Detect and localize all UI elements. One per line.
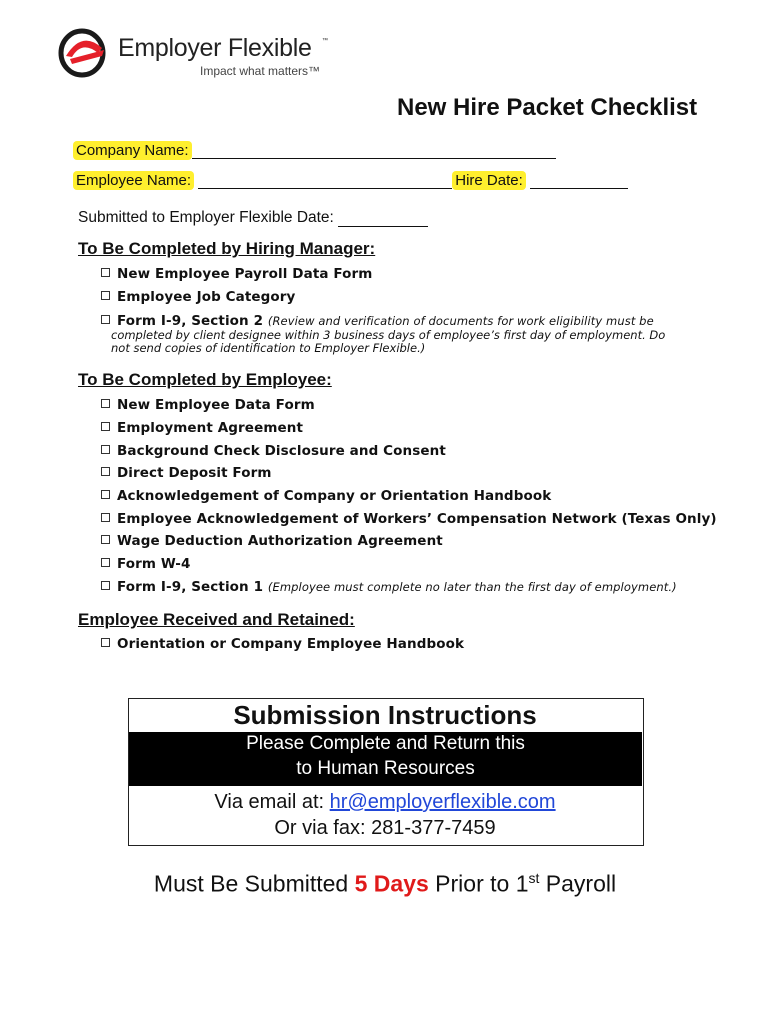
hire-date-line[interactable] xyxy=(530,173,628,189)
checkbox-icon[interactable] xyxy=(101,315,110,324)
item-label: Form W-4 xyxy=(117,556,191,572)
i9-section1-note: (Employee must complete no later than the first day of employment.) xyxy=(267,580,677,594)
submitted-date-field[interactable] xyxy=(78,209,428,227)
i9-section2-note-line2: completed by client designee within 3 business days of employee’s first day of employment. Do xyxy=(111,328,666,342)
item-label: Acknowledgement of Company or Orientation Handbook xyxy=(117,488,552,504)
checkbox-icon[interactable] xyxy=(101,399,110,408)
email-label: Via email at: xyxy=(214,791,325,813)
checkbox-icon[interactable] xyxy=(101,638,110,647)
item-label: Orientation or Company Employee Handbook xyxy=(117,636,465,652)
checkbox-icon[interactable] xyxy=(101,467,110,476)
hiring-manager-heading: To Be Completed by Hiring Manager: xyxy=(78,239,376,258)
list-item[interactable] xyxy=(101,636,464,652)
deadline-days: 5 Days xyxy=(354,870,429,897)
submission-band xyxy=(129,732,642,786)
list-item[interactable] xyxy=(101,289,295,305)
email-link[interactable]: hr@employerflexible.com xyxy=(329,791,556,813)
deadline-sup: st xyxy=(528,870,540,886)
list-item[interactable] xyxy=(101,579,677,595)
submitted-date-line[interactable] xyxy=(338,211,428,227)
submission-band-line1: Please Complete and Return this xyxy=(246,733,525,754)
i9-section2-note-line3: not send copies of identification to Employer Flexible.) xyxy=(111,341,426,355)
list-item[interactable] xyxy=(101,465,272,481)
submission-title: Submission Instructions xyxy=(233,700,537,730)
item-label: Wage Deduction Authorization Agreement xyxy=(117,533,443,549)
list-item[interactable] xyxy=(101,266,372,282)
list-item[interactable] xyxy=(101,556,190,572)
checkbox-icon[interactable] xyxy=(101,558,110,567)
employee-heading: To Be Completed by Employee: xyxy=(78,370,332,389)
i9-section2-note: (Review and verification of documents for work eligibility must be xyxy=(267,314,654,328)
checkbox-icon[interactable] xyxy=(101,490,110,499)
checkbox-icon[interactable] xyxy=(101,581,110,590)
item-label: Direct Deposit Form xyxy=(117,465,272,481)
deadline-middle: Prior to 1 xyxy=(428,870,529,897)
item-label: Employee Job Category xyxy=(117,289,296,305)
retained-heading: Employee Received and Retained: xyxy=(78,610,355,629)
list-item[interactable] xyxy=(101,488,551,504)
logo-trademark: ™ xyxy=(322,38,328,44)
list-item[interactable] xyxy=(101,533,443,549)
checkbox-icon[interactable] xyxy=(101,513,110,522)
deadline-prefix: Must Be Submitted xyxy=(153,870,355,897)
item-label: Employment Agreement xyxy=(117,420,304,436)
item-label: Form I-9, Section 2 xyxy=(117,313,264,329)
submission-band-line2: to Human Resources xyxy=(296,758,475,779)
checkbox-icon[interactable] xyxy=(101,535,110,544)
logo-text: Employer Flexible xyxy=(118,34,312,62)
employee-name-line[interactable] xyxy=(198,173,452,189)
checkbox-icon[interactable] xyxy=(101,445,110,454)
submitted-date-label: Submitted to Employer Flexible Date: xyxy=(78,209,334,226)
item-label: Employee Acknowledgement of Workers’ Compensation Network (Texas Only) xyxy=(117,511,717,527)
deadline-suffix: Payroll xyxy=(539,870,617,897)
company-name-field[interactable] xyxy=(73,142,556,159)
list-item[interactable] xyxy=(101,397,315,413)
company-name-line[interactable] xyxy=(192,143,556,159)
page-title: New Hire Packet Checklist xyxy=(397,94,698,121)
deadline-notice xyxy=(0,870,770,898)
logo-tagline: Impact what matters™ xyxy=(200,64,321,78)
hire-date-label: Hire Date: xyxy=(452,171,526,190)
list-item[interactable] xyxy=(101,443,446,459)
submission-email-row xyxy=(128,791,642,814)
item-label: Form I-9, Section 1 xyxy=(117,579,264,595)
submission-fax-row: Or via fax: 281-377-7459 xyxy=(274,817,496,839)
employee-name-label: Employee Name: xyxy=(73,171,194,190)
item-label: New Employee Data Form xyxy=(117,397,315,413)
list-item[interactable] xyxy=(101,511,717,527)
employee-name-field[interactable] xyxy=(73,172,628,189)
item-label: Background Check Disclosure and Consent xyxy=(117,443,446,459)
checkbox-icon[interactable] xyxy=(101,291,110,300)
list-item[interactable] xyxy=(101,420,303,436)
logo-e-icon xyxy=(58,26,118,78)
checkbox-icon[interactable] xyxy=(101,422,110,431)
list-item[interactable] xyxy=(101,313,654,329)
company-name-label: Company Name: xyxy=(73,141,192,160)
checkbox-icon[interactable] xyxy=(101,268,110,277)
item-label: New Employee Payroll Data Form xyxy=(117,266,373,282)
